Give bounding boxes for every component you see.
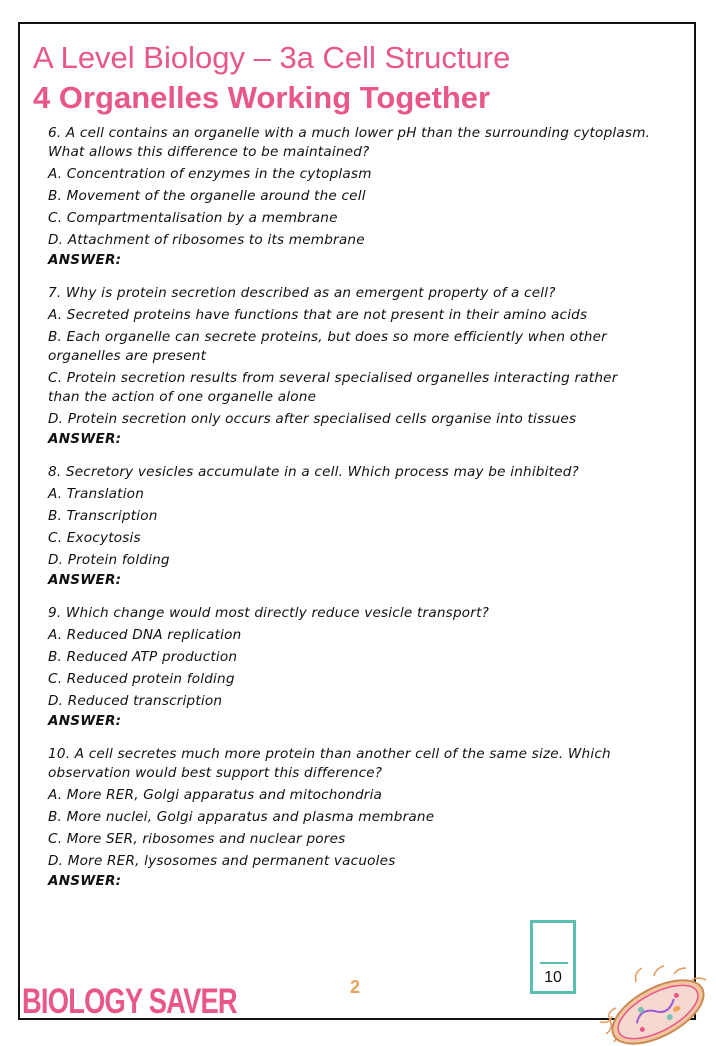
question-9: [48, 602, 652, 731]
option-a: A. Concentration of enzymes in the cytoplasm: [48, 166, 372, 182]
option-c: C. Protein secretion results from several specialised organelles interacting rather than the action of one organelle alone: [48, 370, 618, 405]
question-stem: 8. Secretory vesicles accumulate in a cell. Which process may be inhibited?: [48, 464, 579, 480]
option-a: A. Reduced DNA replication: [48, 627, 242, 643]
question-list: [48, 122, 652, 903]
page-number: 2: [350, 977, 361, 997]
answer-label: ANSWER:: [48, 431, 122, 447]
answer-label: ANSWER:: [48, 572, 122, 588]
question-stem: 9. Which change would most directly reduce vesicle transport?: [48, 605, 490, 621]
option-d: D. Reduced transcription: [48, 693, 223, 709]
answer-label: ANSWER:: [48, 873, 122, 889]
page-subtitle: 4 Organelles Working Together: [33, 80, 491, 115]
option-a: A. Translation: [48, 486, 145, 502]
score-box[interactable]: [530, 920, 576, 994]
question-6: [48, 122, 652, 270]
option-b: B. Reduced ATP production: [48, 649, 238, 665]
option-b: B. More nuclei, Golgi apparatus and plasma membrane: [48, 809, 435, 825]
option-d: D. Protein folding: [48, 552, 170, 568]
option-d: D. Attachment of ribosomes to its membrane: [48, 232, 365, 248]
option-c: C. Compartmentalisation by a membrane: [48, 210, 338, 226]
option-a: A. More RER, Golgi apparatus and mitochondria: [48, 787, 383, 803]
option-a: A. Secreted proteins have functions that are not present in their amino acids: [48, 307, 588, 323]
question-stem: 6. A cell contains an organelle with a much lower pH than the surrounding cytoplasm. What allows this difference to be maintained?: [48, 125, 651, 160]
option-b: B. Movement of the organelle around the cell: [48, 188, 366, 204]
question-8: [48, 461, 652, 590]
question-stem: 7. Why is protein secretion described as an emergent property of a cell?: [48, 285, 556, 301]
answer-label: ANSWER:: [48, 713, 122, 729]
answer-label: ANSWER:: [48, 252, 122, 268]
question-10: [48, 743, 652, 891]
score-total: 10: [544, 969, 562, 986]
score-entry-line: [540, 962, 568, 964]
option-c: C. Exocytosis: [48, 530, 141, 546]
option-d: D. More RER, lysosomes and permanent vacuoles: [48, 853, 396, 869]
biology-saver-logo: BIOLOGY SAVER: [22, 982, 237, 1021]
option-d: D. Protein secretion only occurs after specialised cells organise into tissues: [48, 411, 577, 427]
option-b: B. Transcription: [48, 508, 158, 524]
question-stem: 10. A cell secretes much more protein than another cell of the same size. Which observation would best support this difference?: [48, 746, 611, 781]
question-7: [48, 282, 652, 449]
option-c: C. Reduced protein folding: [48, 671, 235, 687]
option-b: B. Each organelle can secrete proteins, but does so more efficiently when other organelles are present: [48, 329, 607, 364]
page-title: A Level Biology – 3a Cell Structure: [33, 40, 511, 75]
bacterium-cell-icon: [596, 962, 716, 1046]
option-c: C. More SER, ribosomes and nuclear pores: [48, 831, 346, 847]
